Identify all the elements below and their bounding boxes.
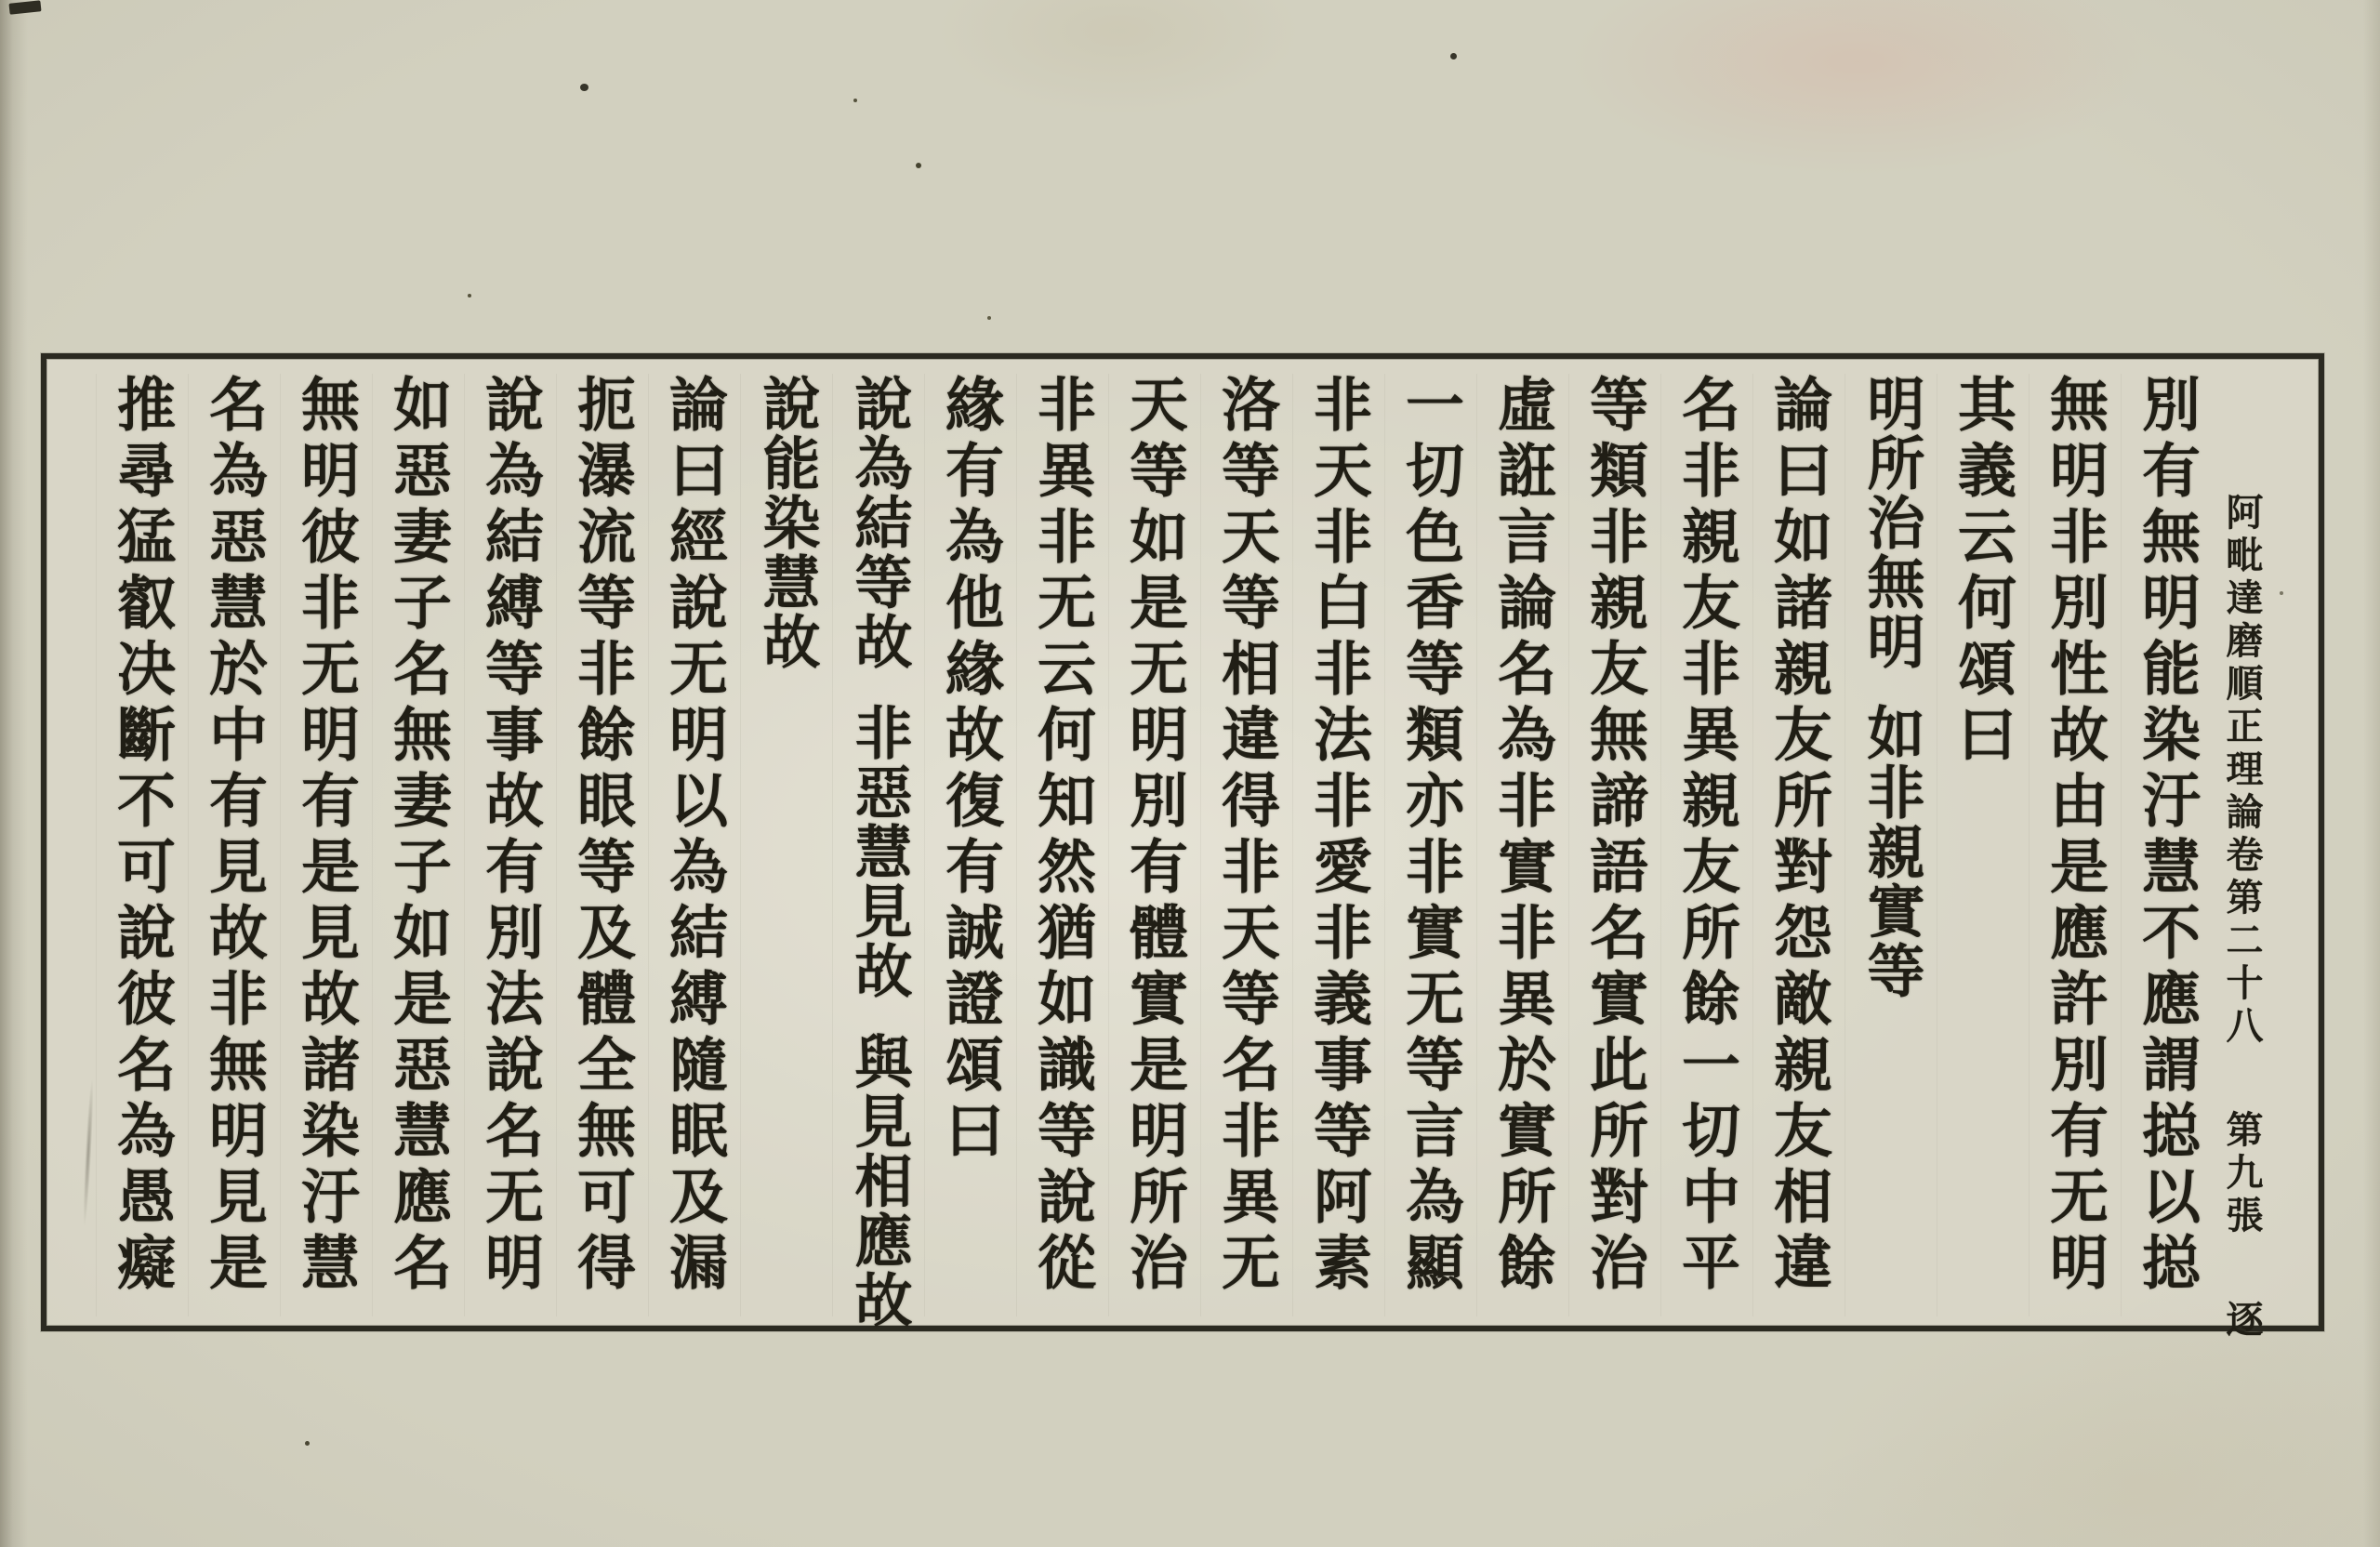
paper-speck [580,84,588,91]
paper-speck [305,1441,310,1446]
column-text: 等類非親友無諦語名實此所對治 [1580,374,1649,1298]
column-text: 扼瀑流等非餘眼等及體全無可得 [568,374,637,1298]
paper-speck [468,294,471,298]
paper-speck [853,99,857,102]
text-column-8 [1476,374,1568,1316]
column-text: 天等如是无明別有體實是明所治 [1120,374,1189,1298]
text-column-3 [1937,374,2029,1316]
text-block [46,359,2319,1342]
column-text: 名非親友非異親友所餘一切中平 [1673,374,1741,1298]
text-column-12 [1108,374,1200,1316]
text-column-6 [1660,374,1752,1316]
text-column-5 [1752,374,1844,1316]
text-column-15 [832,374,924,1329]
text-column-4 [1844,374,1937,1316]
column-text: 其義云何頌曰 [1949,374,2017,770]
column-text: 虛誑言論名為非實非異於實所餘 [1488,374,1557,1298]
text-column-20 [372,374,464,1316]
column-text: 明所治無明 [1858,374,1925,671]
paper-speck [987,316,991,320]
text-column-1 [2121,374,2213,1316]
column-text: 無明彼非无明有是見故諸染汙慧 [292,374,361,1298]
text-column-13 [1016,374,1108,1316]
title-gap [2241,1257,2242,1281]
text-column-19 [464,374,556,1316]
text-column-18 [556,374,648,1316]
volume-title-column [2213,374,2270,1342]
column-text: 別有無明能染汙慧不應謂搃以搃 [2133,374,2202,1298]
text-column-14 [924,374,1016,1316]
text-column-21 [280,374,372,1316]
column-text: 與見相應故 [845,1032,913,1329]
text-column-11 [1200,374,1292,1316]
ink-smudge [8,0,41,14]
text-column-10 [1292,374,1384,1316]
column-text: 論曰如諸親友所對怨敵親友相違 [1765,374,1833,1298]
text-column-17 [648,374,740,1316]
verse-gap [878,1000,879,1032]
text-column-2 [2029,374,2121,1316]
column-text: 洛等天等相違得非天等名非異无 [1212,374,1281,1298]
text-column-7 [1568,374,1660,1316]
column-text: 無明非別性故由是應許別有无明 [2041,374,2109,1298]
column-text: 名為惡慧於中有見故非無明見是 [200,374,269,1298]
text-column-23 [96,374,188,1316]
column-text: 緣有為他緣故復有誠證頌曰 [936,374,1005,1166]
column-text: 論曰經說无明以為結縛隨眠及漏 [660,374,729,1298]
column-text: 說能染慧故 [753,374,821,671]
title-gap [2241,1067,2242,1091]
column-text: 一切色香等類亦非實无等言為顯 [1396,374,1465,1298]
verse-gap [878,671,879,703]
case-mark: 逐 [2220,1299,2264,1342]
text-column-9 [1384,374,1476,1316]
column-text: 如惡妻子名無妻子如是惡慧應名 [384,374,453,1298]
column-text: 說為結縛等事故有別法說名无明 [476,374,545,1298]
volume-title: 阿毗達磨順正理論卷第二十八 [2220,493,2264,1049]
column-text: 推尋猛叡决斷不可說彼名為愚癡 [108,374,177,1298]
column-text: 說為結等故 [845,374,913,671]
text-column-22 [188,374,280,1316]
text-column-16 [740,374,832,1316]
verse-gap [1890,671,1892,703]
column-text: 非天非白非法非愛非義事等阿素 [1304,374,1373,1298]
paper-speck [1450,53,1457,60]
column-text: 非惡慧見故 [845,703,913,1000]
column-text: 非異非无云何知然猶如識等說從 [1028,374,1097,1298]
sheet-number: 第九張 [2220,1109,2264,1238]
column-text: 如非親實等 [1858,703,1925,1000]
text-frame-border [41,353,2324,1342]
paper-speck [916,163,921,168]
